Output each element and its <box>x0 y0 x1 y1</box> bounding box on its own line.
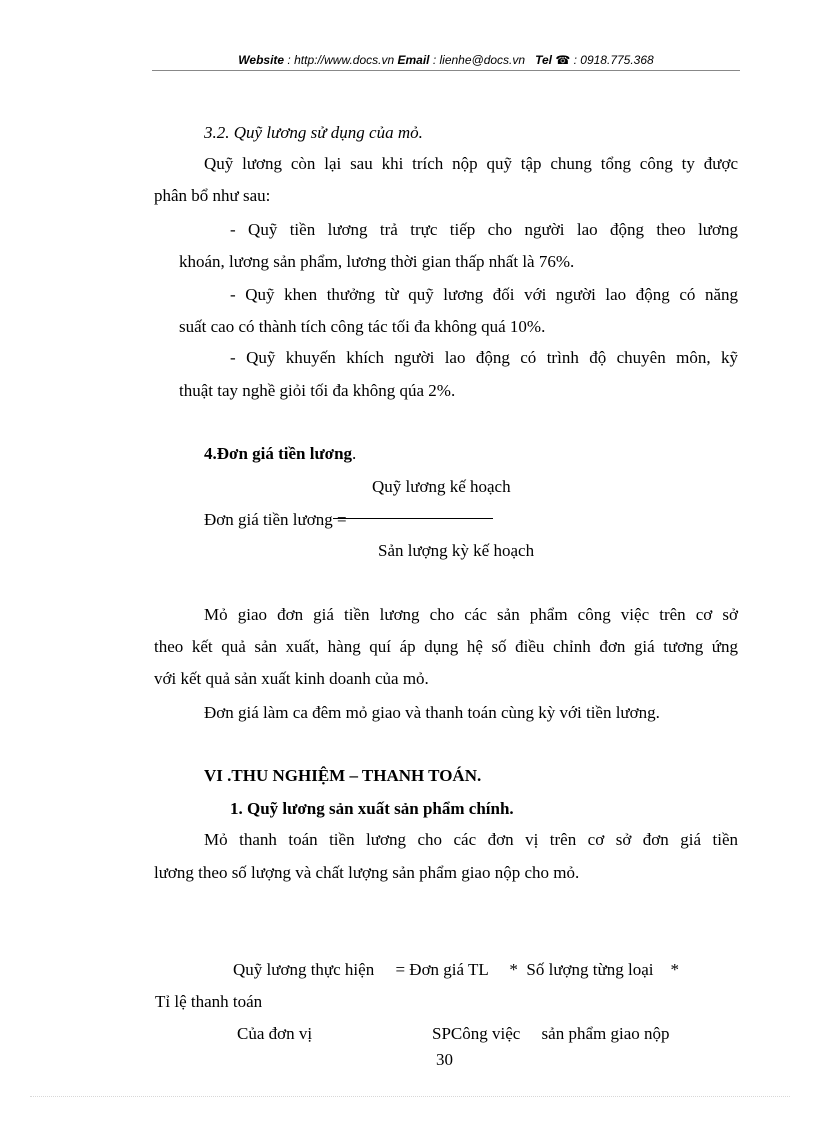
page-number: 30 <box>436 1050 453 1069</box>
section-3-2-intro-line1: Quỹ lương còn lại sau khi trích nộp quỹ tập chung tổng công ty được <box>204 154 738 173</box>
section-VI-heading: VI .THU NGHIỆM – THANH TOÁN. <box>204 766 482 785</box>
payment-formula-items: SPCông việc sản phẩm giao nộp <box>432 1024 670 1043</box>
list-item-1-line1: - Quỹ tiền lương trả trực tiếp cho người lao động theo lương <box>230 220 738 239</box>
list-item-2-line1: - Quỹ khen thưởng từ quỹ lương đối với người lao động có năng <box>230 285 738 304</box>
tel-label: Tel <box>535 53 552 67</box>
section-4-para2: Đơn giá làm ca đêm mỏ giao và thanh toán cùng kỳ với tiền lương. <box>204 703 660 722</box>
formula-numerator: Quỹ lương kế hoạch <box>372 477 511 496</box>
section-VI-para-line2: lương theo số lượng và chất lượng sản phẩm giao nộp cho mỏ. <box>154 863 580 882</box>
formula-denominator: Sản lượng kỳ kế hoạch <box>378 541 535 560</box>
phone-icon: ☎ <box>555 53 571 67</box>
section-3-2-intro-line2: phân bổ như sau: <box>154 186 271 205</box>
section-VI-para-line1: Mỏ thanh toán tiền lương cho các đơn vị trên cơ sở đơn giá tiền <box>204 830 738 849</box>
section-4-para1-line1: Mỏ giao đơn giá tiền lương cho các sản phẩm công việc trên cơ sở <box>204 605 738 624</box>
payment-formula-unit: Của đơn vị <box>237 1024 313 1043</box>
tel-value: : 0918.775.368 <box>570 53 654 67</box>
section-4-heading-end: . <box>352 444 357 463</box>
section-4-para1-line3: với kết quả sản xuất kinh doanh của mỏ. <box>154 669 429 688</box>
website-label: Website <box>238 53 285 67</box>
list-item-1-line2: khoán, lương sản phẩm, lương thời gian thấp nhất là 76%. <box>179 252 575 271</box>
header-rule <box>152 70 740 71</box>
page-header <box>152 53 740 67</box>
page-bottom-rule <box>30 1096 790 1097</box>
website-value: : http://www.docs.vn <box>284 53 398 67</box>
email-value: : lienhe@docs.vn <box>429 53 529 67</box>
section-4-heading <box>204 444 356 464</box>
section-3-2-heading: 3.2. Quỹ lương sử dụng của mỏ. <box>204 123 423 142</box>
email-label: Email <box>397 53 430 67</box>
fraction-line <box>333 518 493 519</box>
list-item-2-line2: suất cao có thành tích công tác tối đa không quá 10%. <box>179 317 546 336</box>
formula-lhs: Đơn giá tiền lương = <box>204 510 347 529</box>
list-item-3-line1: - Quỹ khuyến khích người lao động có trình độ chuyên môn, kỹ <box>230 348 738 367</box>
list-item-3-line2: thuật tay nghề giỏi tối đa không qúa 2%. <box>179 381 456 400</box>
section-VI-subheading: 1. Quỹ lương sản xuất sản phẩm chính. <box>230 799 514 818</box>
section-4-para1-line2: theo kết quả sản xuất, hàng quí áp dụng hệ số điều chỉnh đơn giá tương ứng <box>154 637 738 656</box>
payment-formula-line2: Tỉ lệ thanh toán <box>155 992 263 1011</box>
section-4-heading-text: 4.Đơn giá tiền lương <box>204 444 353 463</box>
payment-formula-line1: Quỹ lương thực hiện = Đơn giá TL * Số lượng từng loại * <box>233 960 679 979</box>
